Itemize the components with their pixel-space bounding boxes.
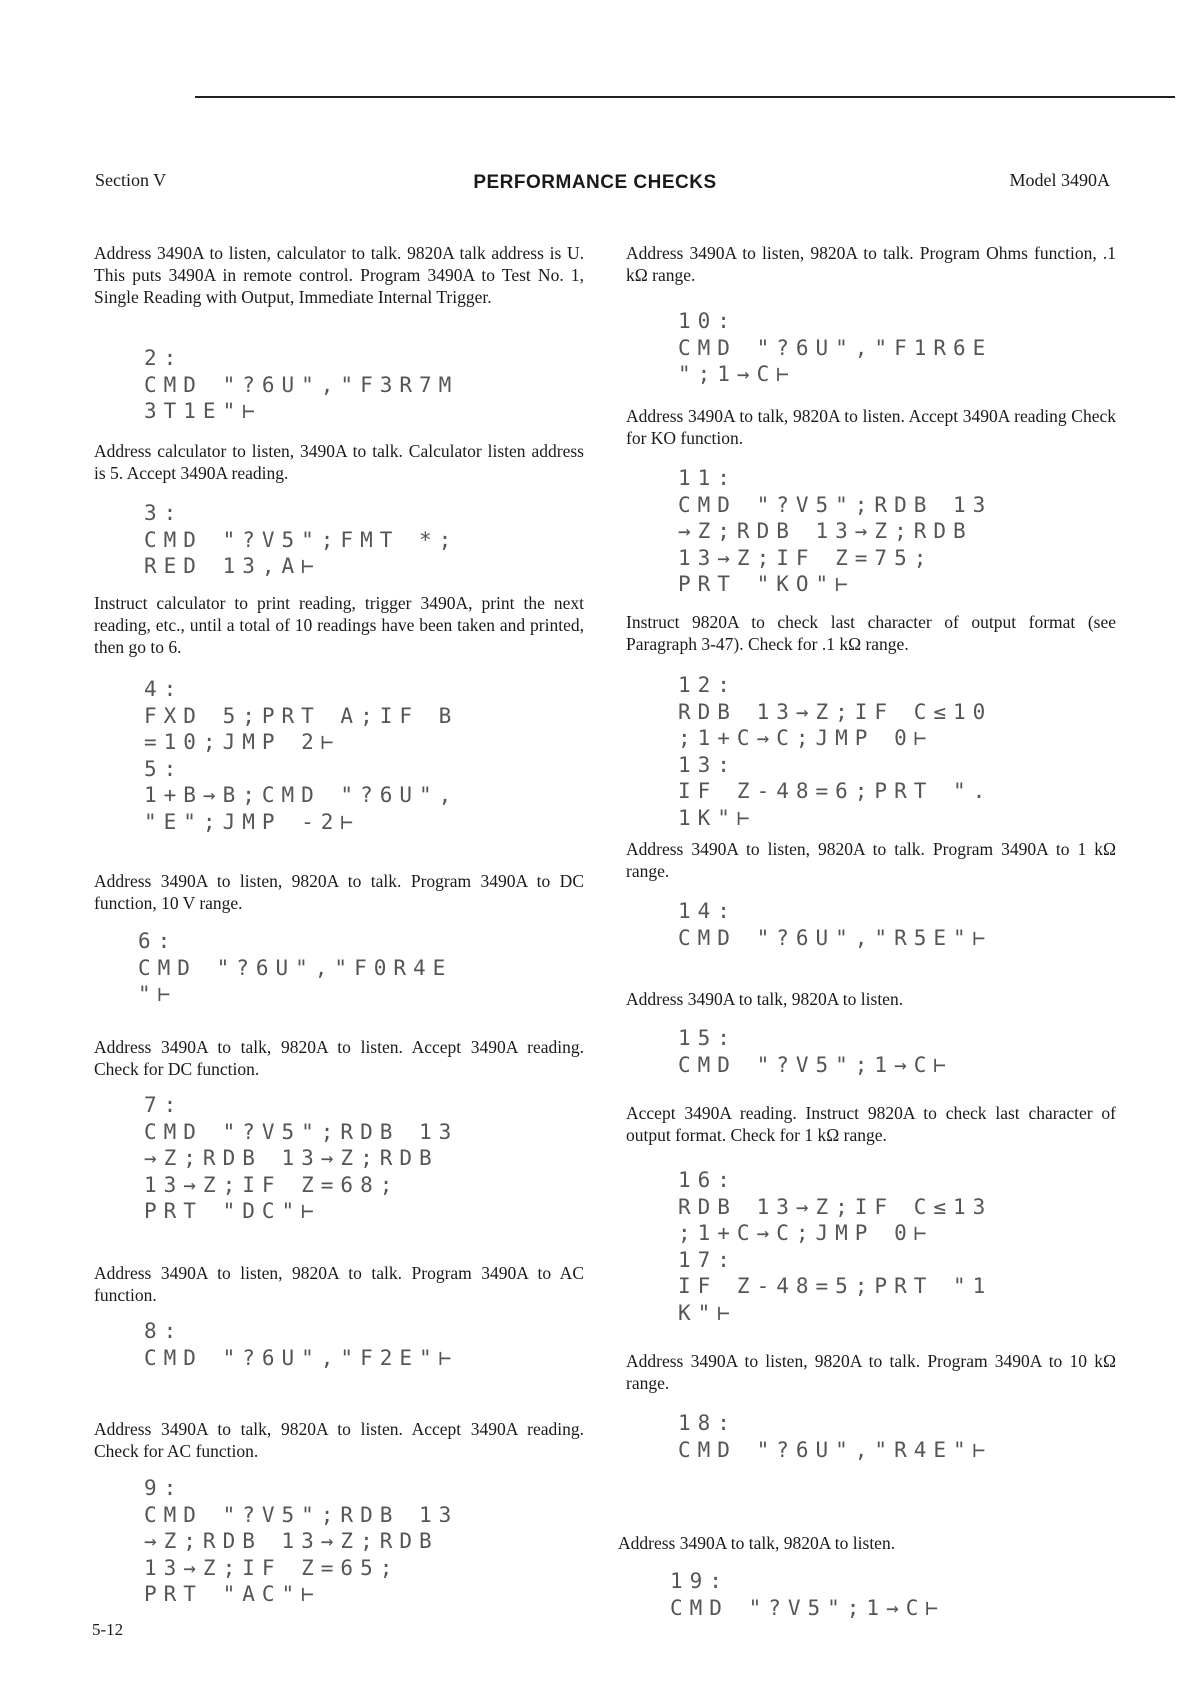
page-title: PERFORMANCE CHECKS [473,172,717,193]
program-step-11: 11: CMD "?V5";RDB 13 →Z;RDB 13→Z;RDB 13→Z;IF Z=75; PRT "KO"⊢ [678,466,993,596]
instruction-text: Instruct 9820A to check last character of output format (see Paragraph 3-47). Check for .1 kΩ range. [626,612,1116,654]
model-label: Model 3490A [1009,170,1110,190]
instruction-text: Accept 3490A reading. Instruct 9820A to check last character of output format. Check for 1 kΩ range. [626,1103,1116,1145]
instruction-text: Address calculator to listen, 3490A to talk. Calculator listen address is 5. Accept 3490A reading. [94,441,584,483]
program-step-15: 15: CMD "?V5";1→C⊢ [678,1026,954,1077]
program-step-18: 18: CMD "?6U","R4E"⊢ [678,1411,993,1462]
instruction-text: Address 3490A to listen, 9820A to talk. Program 3490A to AC function. [94,1263,584,1305]
instruction-text: Address 3490A to talk, 9820A to listen. [618,1533,896,1553]
program-step-3: 3: CMD "?V5";FMT *; RED 13,A⊢ [144,501,459,578]
header-rule [195,96,1175,98]
program-step-8: 8: CMD "?6U","F2E"⊢ [144,1319,459,1370]
instruction-text: Address 3490A to talk, 9820A to listen. [626,989,904,1009]
program-step-6: 6: CMD "?6U","F0R4E "⊢ [138,929,453,1006]
program-step-19: 19: CMD "?V5";1→C⊢ [670,1569,946,1620]
program-step-9: 9: CMD "?V5";RDB 13 →Z;RDB 13→Z;RDB 13→Z;IF Z=65; PRT "AC"⊢ [144,1476,459,1606]
program-step-10: 10: CMD "?6U","F1R6E ";1→C⊢ [678,309,993,386]
program-step-7: 7: CMD "?V5";RDB 13 →Z;RDB 13→Z;RDB 13→Z;IF Z=68; PRT "DC"⊢ [144,1093,459,1223]
program-steps-4-5: 4: FXD 5;PRT A;IF B =10;JMP 2⊢ 5: 1+B→B;CMD "?6U", "E";JMP -2⊢ [144,677,459,834]
program-step-2: 2: CMD "?6U","F3R7M 3T1E"⊢ [144,346,459,423]
instruction-text: Address 3490A to listen, calculator to talk. 9820A talk address is U. This puts 3490A in remote control. Program 3490A to Test No. 1, Single Reading with Output, Immediate Internal Trigger. [94,243,584,307]
instruction-text: Address 3490A to listen, 9820A to talk. Program 3490A to 10 kΩ range. [626,1351,1116,1393]
instruction-text: Address 3490A to talk, 9820A to listen. Accept 3490A reading. Check for DC function. [94,1037,584,1079]
program-step-14: 14: CMD "?6U","R5E"⊢ [678,899,993,950]
program-steps-12-13: 12: RDB 13→Z;IF C≤10 ;1+C→C;JMP 0⊢ 13: IF Z-48=6;PRT ". 1K"⊢ [678,673,993,830]
instruction-text: Address 3490A to listen, 9820A to talk. Program Ohms function, .1 kΩ range. [626,243,1116,285]
instruction-text: Address 3490A to talk, 9820A to listen. Accept 3490A reading. Check for AC function. [94,1419,584,1461]
instruction-text: Address 3490A to talk, 9820A to listen. Accept 3490A reading Check for KO function. [626,406,1116,448]
section-label: Section V [95,170,167,190]
page-number: 5-12 [92,1620,124,1639]
program-steps-16-17: 16: RDB 13→Z;IF C≤13 ;1+C→C;JMP 0⊢ 17: IF Z-48=5;PRT "1 K"⊢ [678,1168,993,1325]
instruction-text: Instruct calculator to print reading, trigger 3490A, print the next reading, etc., until a total of 10 readings have been taken and printed, then go to 6. [94,593,584,657]
instruction-text: Address 3490A to listen, 9820A to talk. Program 3490A to 1 kΩ range. [626,839,1116,881]
instruction-text: Address 3490A to listen, 9820A to talk. Program 3490A to DC function, 10 V range. [94,871,584,913]
